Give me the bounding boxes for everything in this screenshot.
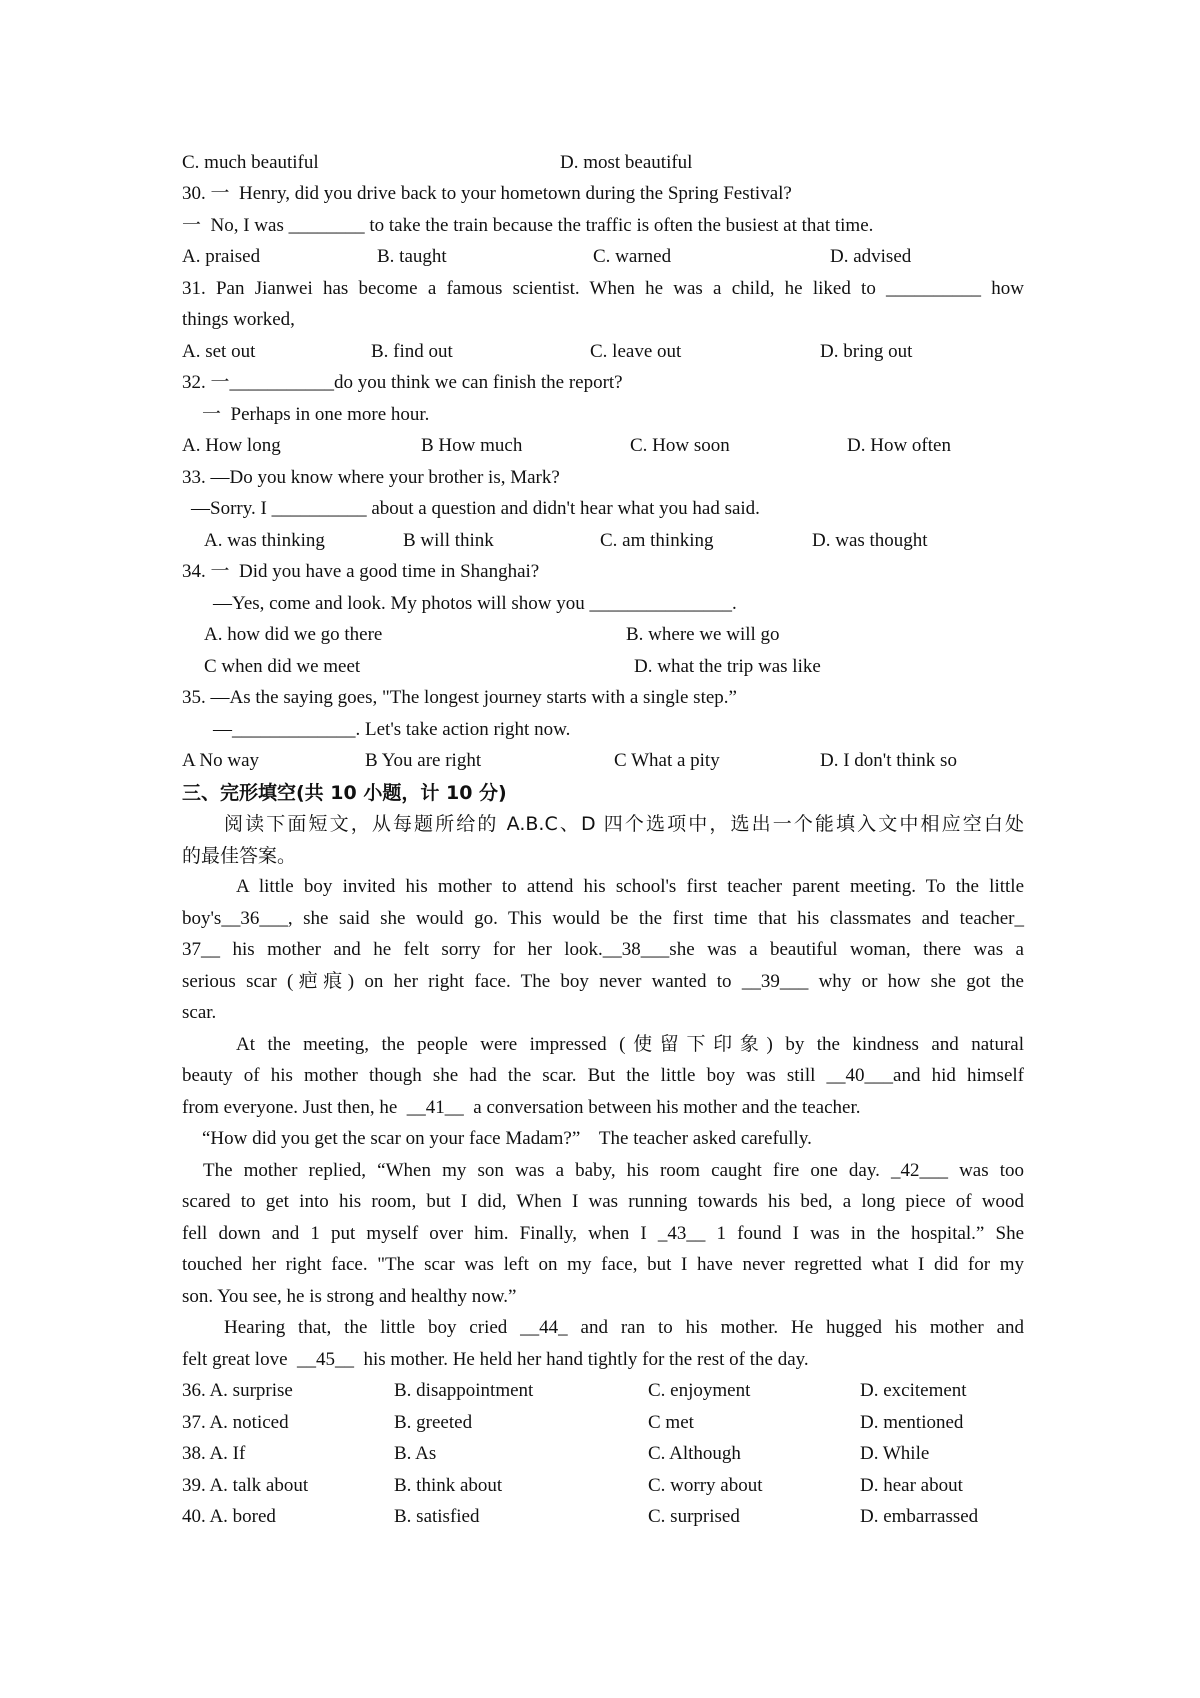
q32-answer-line: 一 Perhaps in one more hour.	[202, 404, 430, 425]
passage-line: felt great love __45__ his mother. He held her hand tightly for the rest of the day.	[182, 1349, 809, 1370]
section-heading: 三、完形填空(共 10 小题，计 10 分)	[182, 782, 507, 804]
passage-line: scar.	[182, 1002, 217, 1023]
q39-option-a: 39. A. talk about	[182, 1475, 309, 1496]
q34-option-d: D. what the trip was like	[634, 656, 821, 677]
q32-option-b: B How much	[421, 435, 523, 456]
q32-option-d: D. How often	[847, 435, 951, 456]
q32-stem: 32. 一___________do you think we can finish the report?	[182, 372, 623, 393]
q35-option-d: D. I don't think so	[820, 750, 957, 771]
q33-stem: 33. —Do you know where your brother is, Mark?	[182, 467, 560, 488]
q37-option-d: D. mentioned	[860, 1412, 964, 1433]
q31-option-c: C. leave out	[590, 341, 682, 362]
q33-answer-line: —Sorry. I __________ about a question and didn't hear what you had said.	[191, 498, 760, 519]
q38-option-c: C. Although	[648, 1443, 741, 1464]
q35-option-c: C What a pity	[614, 750, 720, 771]
q31-option-d: D. bring out	[820, 341, 913, 362]
q30-option-d: D. advised	[830, 246, 912, 267]
q30-option-c: C. warned	[593, 246, 672, 267]
q34-answer-line: —Yes, come and look. My photos will show you _______________.	[213, 593, 737, 614]
section-instruction: 阅读下面短文，从每题所给的 A.B.C、D 四个选项中，选出一个能填入文中相应空白处	[224, 813, 1024, 835]
q37-option-b: B. greeted	[394, 1412, 473, 1433]
passage-line: “How did you get the scar on your face Madam?” The teacher asked carefully.	[202, 1128, 812, 1149]
q35-answer-line: —_____________. Let's take action right now.	[213, 719, 571, 740]
q31-stem: 31. Pan Jianwei has become a famous scientist. When he was a child, he liked to __________ how	[182, 278, 1024, 299]
q29-option-d: D. most beautiful	[560, 152, 693, 173]
q33-option-b: B will think	[403, 530, 494, 551]
passage-line: serious scar (疤痕) on her right face. The boy never wanted to __39___ why or how she got the	[182, 971, 1024, 992]
section-instruction-continued: 的最佳答案。	[182, 845, 297, 867]
passage-line: scared to get into his room, but I did, When I was running towards his bed, a long piece of wood	[182, 1191, 1024, 1212]
passage-line: boy's__36___, she said she would go. This would be the first time that his classmates and teacher_	[182, 908, 1024, 929]
q34-option-a: A. how did we go there	[204, 624, 383, 645]
q39-option-d: D. hear about	[860, 1475, 963, 1496]
q36-option-d: D. excitement	[860, 1380, 967, 1401]
q35-option-b: B You are right	[365, 750, 482, 771]
q37-option-c: C met	[648, 1412, 694, 1433]
passage-line: from everyone. Just then, he __41__ a conversation between his mother and the teacher.	[182, 1097, 861, 1118]
q31-stem-continued: things worked,	[182, 309, 295, 330]
q40-option-c: C. surprised	[648, 1506, 740, 1527]
q29-option-c: C. much beautiful	[182, 152, 319, 173]
q36-option-c: C. enjoyment	[648, 1380, 751, 1401]
passage-line: beauty of his mother though she had the scar. But the little boy was still __40___and hid himself	[182, 1065, 1024, 1086]
q40-option-b: B. satisfied	[394, 1506, 480, 1527]
q40-option-a: 40. A. bored	[182, 1506, 276, 1527]
q38-option-a: 38. A. If	[182, 1443, 246, 1464]
q33-option-d: D. was thought	[812, 530, 928, 551]
q30-option-b: B. taught	[377, 246, 447, 267]
q30-stem: 30. 一 Henry, did you drive back to your hometown during the Spring Festival?	[182, 183, 792, 204]
q35-stem: 35. —As the saying goes, "The longest journey starts with a single step.”	[182, 687, 737, 708]
q33-option-a: A. was thinking	[204, 530, 325, 551]
q31-option-a: A. set out	[182, 341, 256, 362]
q32-option-a: A. How long	[182, 435, 281, 456]
q30-answer-line: 一 No, I was ________ to take the train because the traffic is often the busiest at that time.	[182, 215, 874, 236]
q37-option-a: 37. A. noticed	[182, 1412, 289, 1433]
q34-stem: 34. 一 Did you have a good time in Shanghai?	[182, 561, 540, 582]
q35-option-a: A No way	[182, 750, 260, 771]
q39-option-c: C. worry about	[648, 1475, 763, 1496]
passage-line: son. You see, he is strong and healthy now.”	[182, 1286, 517, 1307]
passage-line: Hearing that, the little boy cried __44_ and ran to his mother. He hugged his mother and	[224, 1317, 1024, 1338]
q34-option-b: B. where we will go	[626, 624, 780, 645]
q33-option-c: C. am thinking	[600, 530, 714, 551]
passage-line: fell down and 1 put myself over him. Finally, when I _43__ 1 found I was in the hospital.” She	[182, 1223, 1024, 1244]
q38-option-b: B. As	[394, 1443, 437, 1464]
passage-line: 37__ his mother and he felt sorry for her look.__38___she was a beautiful woman, there was a	[182, 939, 1024, 960]
passage-line: A little boy invited his mother to attend his school's first teacher parent meeting. To the little	[236, 876, 1024, 897]
passage-line: touched her right face. "The scar was left on my face, but I have never regretted what I did for my	[182, 1254, 1024, 1275]
q36-option-a: 36. A. surprise	[182, 1380, 293, 1401]
passage-line: At the meeting, the people were impressed (使留下印象) by the kindness and natural	[236, 1034, 1024, 1055]
q39-option-b: B. think about	[394, 1475, 503, 1496]
q32-option-c: C. How soon	[630, 435, 730, 456]
passage-line: The mother replied, “When my son was a baby, his room caught fire one day. _42___ was too	[203, 1160, 1024, 1181]
q36-option-b: B. disappointment	[394, 1380, 534, 1401]
q30-option-a: A. praised	[182, 246, 261, 267]
q31-option-b: B. find out	[371, 341, 453, 362]
q34-option-c: C when did we meet	[204, 656, 361, 677]
q40-option-d: D. embarrassed	[860, 1506, 979, 1527]
q38-option-d: D. While	[860, 1443, 930, 1464]
